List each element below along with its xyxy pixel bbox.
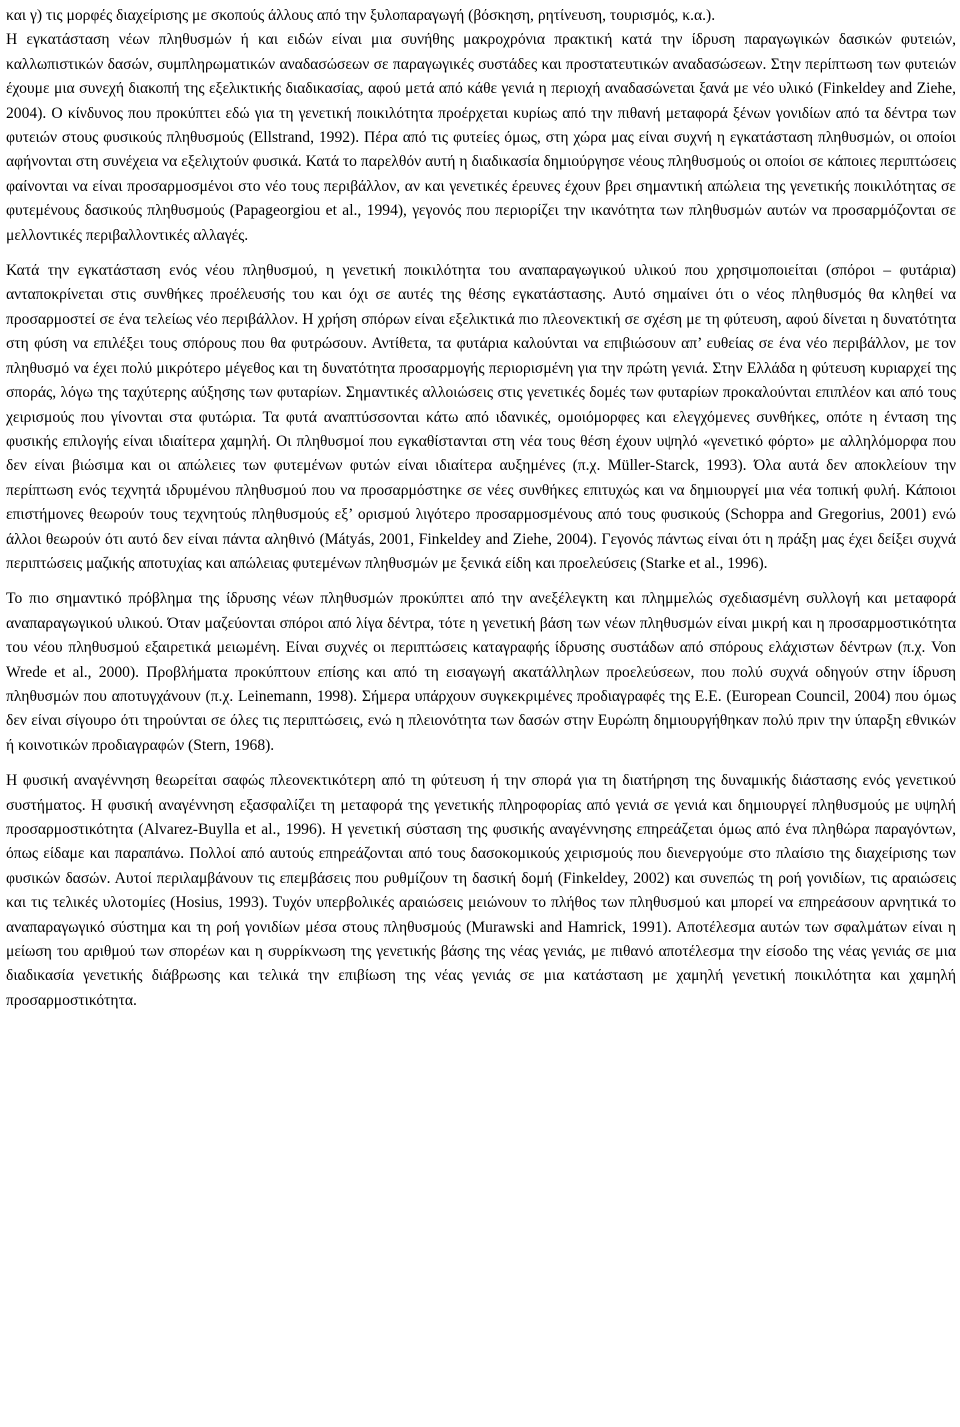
- paragraph-establishment: Κατά την εγκατάσταση ενός νέου πληθυσμού, η γενετική ποικιλότητα του αναπαραγωγικού υλικού που χρησιμοποιείται (σπόροι – φυτάρια) ανταποκρίνεται στις συνθήκες προέλευσής του και όχι σε αυτές της θέσης εγκατάστασης. Αυτό σημαίνει ότι ο νέος πληθυσμός θα κληθεί να προσαρμοστεί σε ένα τελείως νέο περιβάλλον. Η χρήση σπόρων είναι εξελικτικά πιο πλεονεκτική σε σχέση με τη φύτευση, αφού δίνεται η δυνατότητα στη φύση να επιλέξει τους σπόρους που θα φυτρώσουν. Αντίθετα, τα φυτάρια καλούνται να επιβιώσουν απ’ ευθείας σε ένα νέο περιβάλλον, με τον πληθυσμό να έχει πολύ μικρότερο μέγεθος και τη δυνατότητα προσαρμογής περιορισμένη για την πρώτη γενιά. Στην Ελλάδα η φύτευση κυριαρχεί της σποράς, λόγω της ταχύτερης αύξησης των φυταρίων. Σημαντικές αλλοιώσεις στις γενετικές δομές των φυταρίων προκαλούνται επιπλέον και από τους χειρισμούς που γίνονται στα φυτώρια. Τα φυτά αναπτύσσονται κάτω από ιδανικές, ομοιόμορφες και ελεγχόμενες συνθήκες, οπότε η ένταση της φυσικής επιλογής είναι ιδιαίτερα χαμηλή. Οι πληθυσμοί που εγκαθίστανται στη νέα τους θέση έχουν υψηλό «γενετικό φόρτο» με αλληλόμορφα που δεν είναι βιώσιμα και οι απώλειες των φυτεμένων φυτών είναι ιδιαίτερα αυξημένες (π.χ. Müller-Starck, 1993). Όλα αυτά δεν αποκλείουν την περίπτωση ενός τεχνητά ιδρυμένου πληθυσμού που να προσαρμόστηκε σε νέες συνθήκες επιτυχώς και να δημιουργεί μια νέα τοπική φυλή. Κάποιοι επιστήμονες θεωρούν τους τεχνητούς πληθυσμούς εξ’ ορισμού λιγότερο προσαρμοσμένους από τους φυσικούς (Schoppa and Gregorius, 2001) ενώ άλλοι θεωρούν ότι αυτό δεν είναι πάντα αληθινό (Mátyás, 2001, Finkeldey and Ziehe, 2004). Γεγονός πάντως είναι ότι η πράξη μας έχει δείξει συχνά περιπτώσεις μαζικής αποτυχίας και απώλειας φυτεμένων πληθυσμών με ξενικά είδη και προελεύσεις (Starke et al., 1996).: [6, 262, 956, 572]
- paragraph-seed-collection: Το πιο σημαντικό πρόβλημα της ίδρυσης νέων πληθυσμών προκύπτει από την ανεξέλεγκτη και πλημμελώς σχεδιασμένη συλλογή και μεταφορά αναπαραγωγικού υλικού. Όταν μαζεύονται σπόροι από λίγα δέντρα, τότε η γενετική βάση των νέων πληθυσμών είναι μικρή και η προσαρμοστικότητα του νέου πληθυσμού εξαιρετικά μειωμένη. Είναι συχνές οι περιπτώσεις καταγραφής ίδρυσης συστάδων από σπόρους ελάχιστων δέντρων (π.χ. Von Wrede et al., 2000). Προβλήματα προκύπτουν επίσης και από τη εισαγωγή ακατάλληλων προελεύσεων, που πολύ συχνά οδηγούν στην ίδρυση πληθυσμών που αποτυγχάνουν (π.χ. Leinemann, 1998). Σήμερα υπάρχουν συγκεκριμένες προδιαγραφές της Ε.Ε. (European Council, 2004) που όμως δεν είναι σίγουρο ότι τηρούνται σε όλες τις περιπτώσεις, ενώ η πλειονότητα των δασών στην Ευρώπη δημιουργήθηκαν πολύ πριν την ύπαρξη εθνικών ή κοινοτικών προδιαγραφών (Stern, 1968).: [6, 590, 956, 754]
- paragraph-continuation: και γ) τις μορφές διαχείρισης με σκοπούς άλλους από την ξυλοπαραγωγή (βόσκηση, ρητίνευση, τουρισμός, κ.α.).: [6, 7, 716, 24]
- paragraph-new-populations: Η εγκατάσταση νέων πληθυσμών ή και ειδών είναι μια συνήθης μακροχρόνια πρακτική κατά την ίδρυση παραγωγικών δασικών φυτειών, καλλωπιστικών δασών, συμπληρωματικών αναδασώσεων σε παραγωγικές συστάδες και προστατευτικών αναδασώσεων. Στην περίπτωση των φυτειών έχουμε μια συνεχή διακοπή της εξελικτικής διαδικασίας, αφού μετά από κάθε γενιά η περιοχή αναδασώνεται ξανά με νέο υλικό (Finkeldey and Ziehe, 2004). Ο κίνδυνος που προκύπτει εδώ για τη γενετική ποικιλότητα προέρχεται κυρίως από την πιθανή μεταφορά ξένων γονιδίων από τα δέντρα των φυτειών στους φυσικούς πληθυσμούς (Ellstrand, 1992). Πέρα από τις φυτείες όμως, στη χώρα μας είναι συχνή η εγκατάσταση πληθυσμών, οι οποίοι αφήνονται στη συνέχεια να εξελιχτούν φυσικά. Κατά το παρελθόν αυτή η διαδικασία δημιούργησε νέους πληθυσμούς οι οποίοι σε κάποιες περιπτώσεις φαίνονται να είναι προσαρμοσμένοι στο νέο τους περιβάλλον, αν και γενετικές έρευνες έχουν βρει σημαντική απώλεια της γενετικής ποικιλότητας σε φυτεμένους δασικούς πληθυσμούς (Papageorgiou et al., 1994), γεγονός που περιορίζει την ικανότητα των πληθυσμών αυτών να προσαρμόζονται σε μελλοντικές περιβαλλοντικές αλλαγές.: [6, 31, 956, 244]
- paragraph-natural-regeneration: Η φυσική αναγέννηση θεωρείται σαφώς πλεονεκτικότερη από τη φύτευση ή την σπορά για τη διατήρηση της δυναμικής διάστασης ενός γενετικού συστήματος. Η φυσική αναγέννηση εξασφαλίζει τη μεταφορά της γενετικής πληροφορίας από γενιά σε γενιά και δημιουργεί πληθυσμούς με υψηλή προσαρμοστικότητα (Alvarez-Buylla et al., 1996). Η γενετική σύσταση της φυσικής αναγέννησης επηρεάζεται όμως από ένα πληθώρα παραγόντων, όπως είδαμε και παραπάνω. Πολλοί από αυτούς επηρεάζονται από τους δασοκομικούς χειρισμούς που διενεργούμε στο πλαίσιο της διαχείρισης των φυσικών δασών. Αυτοί περιλαμβάνουν τις επεμβάσεις που ρυθμίζουν τη δασική δομή (Finkeldey, 2002) και συνεπώς τη ροή γονιδίων, τις αραιώσεις και τις τελικές υλοτομίες (Hosius, 1993). Τυχόν υπερβολικές αραιώσεις μειώνουν το πλήθος των πληθυσμού και μπορεί να επηρεάσουν αρνητικά το αναπαραγωγικό σύστημα και τη ροή γονιδίων μέσα στους πληθυσμούς (Murawski and Hamrick, 1991). Αποτέλεσμα αυτών των σφαλμάτων είναι η μείωση του αριθμού των σπορέων και η συρρίκνωση της γενετικής βάσης της νέας γενιάς, με πιθανό αποτέλεσμα την είσοδο της νέας γενιάς σε μια διαδικασία γενετικής διάβρωσης και τελικά την επιβίωση της νέας γενιάς σε μια κατάσταση με χαμηλή γενετική ποικιλότητα και χαμηλή προσαρμοστικότητα.: [6, 772, 956, 1009]
